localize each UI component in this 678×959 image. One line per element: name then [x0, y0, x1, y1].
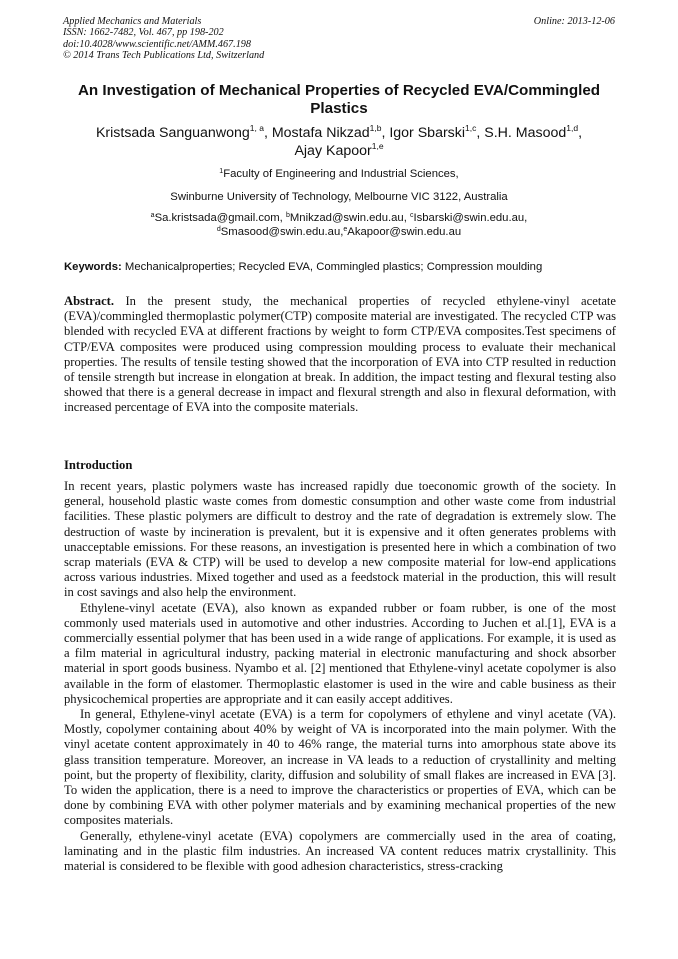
keywords: [64, 260, 616, 274]
author-name: S.H. Masood: [484, 125, 567, 141]
email: Sa.kristsada@gmail.com,: [154, 212, 286, 224]
author-name: Mostafa Nikzad: [271, 125, 370, 141]
paper-title: An Investigation of Mechanical Properties of Recycled EVA/Commingled Plastics: [77, 82, 601, 117]
author-name: Kristsada Sanguanwong: [95, 125, 250, 141]
abstract: [64, 294, 616, 416]
doi-line: doi:10.4028/www.scientific.net/AMM.467.198: [63, 38, 251, 50]
paragraph: In general, Ethylene-vinyl acetate (EVA) is a term for copolymers of ethylene and vinyl acetate (VA). Mostly, copolymer containing about 40% by weight of VA is incorporated into the main polymer. With the vinyl acetate content approximately in 40 to 46% range, the material turns into amorphous state above its glass transition temperature. Moreover, an increase in VA leads to a reduction of crystallinity and melting point, but the property of flexibility, clarity, diffusion and solubility of small flakes are increased in EVA [3]. To widen the application, there is a need to improve the characteristics or properties of EVA, which can be done by combining EVA with other polymer materials and by examining mechanical properties of the new composites materials.: [64, 707, 616, 828]
author-affil-mark: 1,b: [369, 123, 382, 133]
paragraph: Ethylene-vinyl acetate (EVA), also known as expanded rubber or foam rubber, is one of the most commonly used materials used in automotive and other industries. According to Juchen et al.[1], EVA is a commercially essential polymer that has been used in a wide range of applications. For example, it is used as a film material in agricultural industry, packing material in electronic manufacturing and shock absorber material in sport goods business. Nyambo et al. [2] mentioned that Ethylene-vinyl acetate copolymer is also available in the form of elastomer. Thermoplastic elastomer is used in the wire and cable business as their physicochemical properties are appropriate and it can easily accept additives.: [64, 600, 616, 706]
email: Isbarski@swin.edu.au,: [413, 212, 528, 224]
copyright-line: © 2014 Trans Tech Publications Ltd, Switzerland: [63, 50, 265, 62]
email-list: $^a$Sa.kristsada@gmail.com, $^b$Mnikzad@swin.edu.au, $^c$Isbarski@swin.edu.au, $^d$Smasood@swin.edu.au,$^e$Akapoor@swin.edu.au: [150, 212, 528, 238]
email: Akapoor@swin.edu.au: [347, 226, 462, 238]
author-list: Kristsada Sanguanwong$^{1, a}$, Mostafa Nikzad$^{1,b}$, Igor Sbarski$^{1,c}$, S.H. Masood$^{1,d}$, Ajay Kapoor$^{1,e}$: [95, 123, 583, 159]
keywords-text: Mechanicalproperties; Recycled EVA, Commingled plastics; Compression moulding: [121, 261, 543, 273]
affiliation-line-1: $^1$Faculty of Engineering and Industrial Sciences,: [219, 168, 459, 180]
paragraph: In recent years, plastic polymers waste has increased rapidly due toeconomic growth of the society. In general, household plastic waste comes from domestic consumption and other waste come from industrial facilities. These plastic polymers are difficult to destroy and the rate of degradation is extremely slow. The destruction of waste by incineration is prevalent, but it is expensive and it often generates problems with unacceptable emissions. For these reasons, an investigation is presented here in which a combination of two scrap materials (EVA & CTP) will be used to develop a new composite material for low-end applications across various industries. Mixed together and used as a feedstock material in the production, this will result in cost savings and also help the environment.: [64, 479, 616, 600]
email: Smasood@swin.edu.au,: [220, 226, 344, 238]
author-affil-mark: 1,e: [371, 141, 384, 151]
section-heading-introduction: Introduction: [64, 458, 133, 472]
abstract-label: Abstract.: [64, 294, 115, 308]
affiliation-line-2: Swinburne University of Technology, Melbourne VIC 3122, Australia: [170, 191, 508, 203]
author-affil-mark: 1, a: [249, 123, 264, 133]
email: Mnikzad@swin.edu.au,: [289, 212, 410, 224]
paragraph: Generally, ethylene-vinyl acetate (EVA) copolymers are commercially used in the area of coating, laminating and in the plastic film industries. An increased VA content reduces matrix crystallinity. This material is considered to be flexible with good adhesion characteristics, stress-cracking: [64, 828, 616, 874]
author-name: Igor Sbarski: [389, 125, 466, 141]
author-affil-mark: 1,d: [566, 123, 579, 133]
online-date: Online: 2013-12-06: [533, 16, 615, 27]
keywords-label: Keywords:: [64, 261, 122, 273]
introduction-body: [64, 479, 616, 874]
author-affil-mark: 1,c: [465, 123, 477, 133]
abstract-text: In the present study, the mechanical properties of recycled ethylene-vinyl acetate (EVA)/commingled thermoplastic polymer(CTP) composite material are investigated. The recycled CTP was blended with recycled EVA at different fractions by weight to form CTP/EVA composites.Test specimens of CTP/EVA composites were produced using compression moulding process to evaluate their mechanical properties. The results of tensile testing showed that the incorporation of EVA into CTP resulted in reduction of tensile strength but increase in elongation at break. In addition, the impact testing and flexural testing also showed that there is a general decrease in impact and flexural strength and also in flexural deformation, with increased percentage of EVA into the composite materials.: [64, 294, 616, 415]
journal-name: Applied Mechanics and Materials: [63, 16, 202, 27]
author-name: Ajay Kapoor: [294, 143, 372, 159]
running-header: [63, 16, 264, 62]
issn-line: ISSN: 1662-7482, Vol. 467, pp 198-202: [63, 27, 224, 39]
